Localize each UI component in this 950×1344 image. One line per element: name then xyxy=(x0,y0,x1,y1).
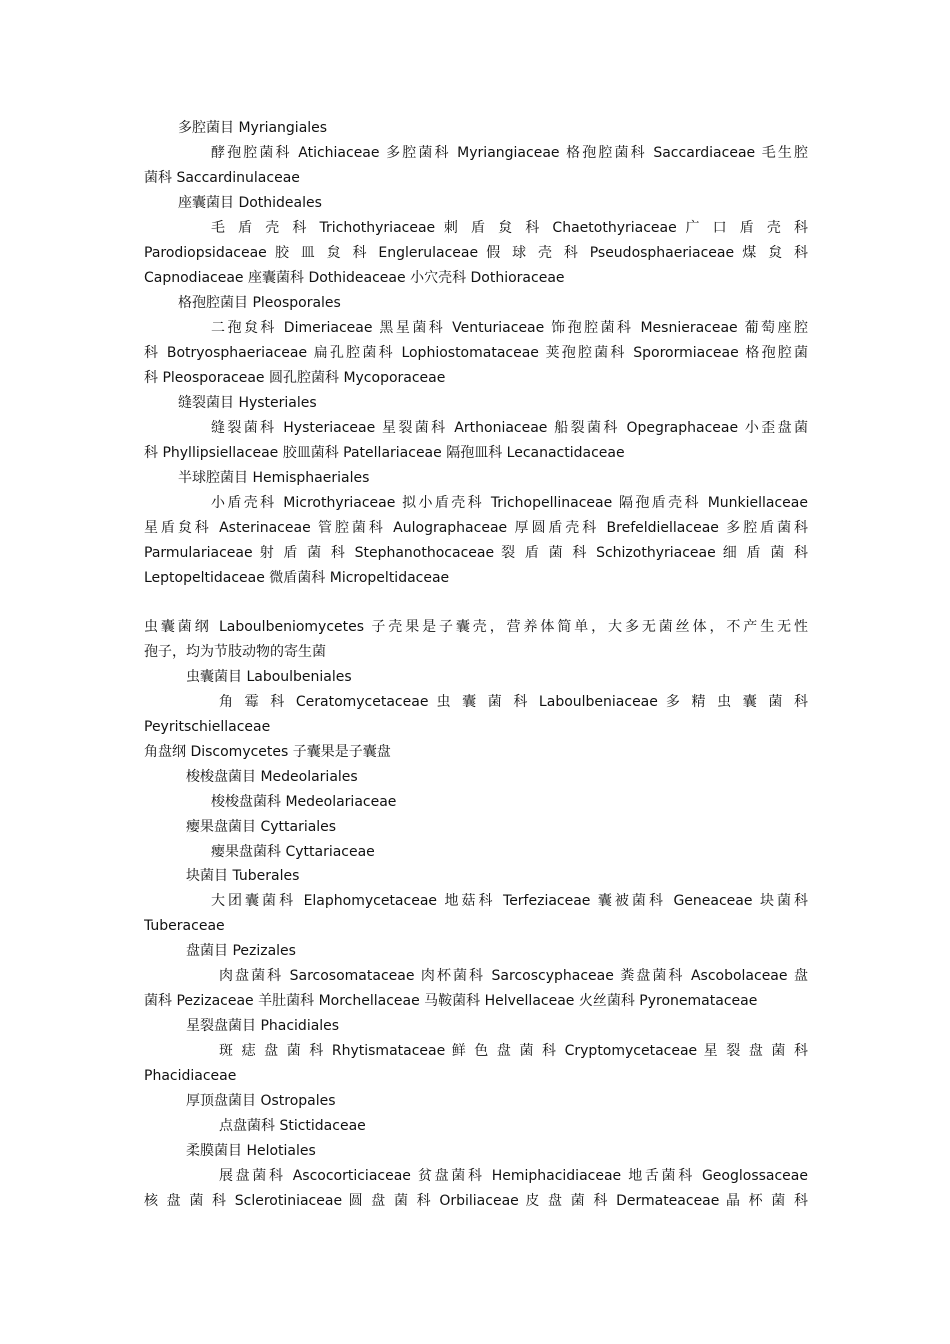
family-list-line: 毛 盾 壳 科 Trichothyriaceae 刺 盾 炱 科 Chaetothyriaceae 广 口 盾 壳 科 xyxy=(211,220,808,236)
order-heading: 星裂盘菌目 Phacidiales xyxy=(186,1018,340,1034)
family-list-line: 大团囊菌科 Elaphomycetaceae 地菇科 Terfeziaceae 囊被菌科 Geneaceae 块菌科 xyxy=(211,893,808,909)
family-list-line: 小盾壳科 Microthyriaceae 拟小盾壳科 Trichopellinaceae 隔孢盾壳科 Munkiellaceae xyxy=(211,495,808,511)
family-list-line: 角 霉 科 Ceratomycetaceae 虫 囊 菌 科 Laboulbeniaceae 多 精 虫 囊 菌 科 xyxy=(219,694,808,710)
family-list-line: 缝裂菌科 Hysteriaceae 星裂菌科 Arthoniaceae 船裂菌科 Opegraphaceae 小歪盘菌 xyxy=(211,420,808,436)
family-list-line: 星盾炱科 Asterinaceae 管腔菌科 Aulographaceae 厚圆盾壳科 Brefeldiellaceae 多腔盾菌科 xyxy=(144,520,808,536)
family-list-line: 展盘菌科 Ascocorticiaceae 贫盘菌科 Hemiphacidiaceae 地舌菌科 Geoglossaceae xyxy=(219,1168,808,1184)
family-list-line: 二孢炱科 Dimeriaceae 黑星菌科 Venturiaceae 饰孢腔菌科 Mesnieraceae 葡萄座腔 xyxy=(211,320,808,336)
family-list-line: 核 盘 菌 科 Sclerotiniaceae 圆 盘 菌 科 Orbiliaceae 皮 盘 菌 科 Dermateaceae 晶 杯 菌 科 xyxy=(144,1193,808,1209)
order-heading: 瘿果盘菌目 Cyttariales xyxy=(186,819,337,835)
order-heading: 块菌目 Tuberales xyxy=(186,868,300,884)
family-list-line: 点盘菌科 Stictidaceae xyxy=(219,1118,366,1134)
family-list-line: 梭梭盘菌科 Medeolariaceae xyxy=(211,794,397,810)
family-list-line: 科 Phyllipsiellaceae 胶皿菌科 Patellariaceae 隔孢皿科 Lecanactidaceae xyxy=(144,445,625,461)
order-heading: 虫囊菌目 Laboulbeniales xyxy=(186,669,352,685)
order-heading: 厚顶盘菌目 Ostropales xyxy=(186,1093,336,1109)
family-list-line: 肉盘菌科 Sarcosomataceae 肉杯菌科 Sarcoscyphaceae 粪盘菌科 Ascobolaceae 盘 xyxy=(219,968,808,984)
order-heading: 多腔菌目 Myriangiales xyxy=(178,120,328,136)
family-list-line: 科 Botryosphaeriaceae 扁孔腔菌科 Lophiostomataceae 荚孢腔菌科 Sporormiaceae 格孢腔菌 xyxy=(144,345,808,361)
family-list-line: Parodiopsidaceae 胶 皿 炱 科 Englerulaceae 假 球 壳 科 Pseudosphaeriaceae 煤 炱 科 xyxy=(144,245,808,261)
class-heading: 虫囊菌纲 Laboulbeniomycetes 子壳果是子囊壳，营养体简单，大多无菌丝体，不产生无性 xyxy=(144,619,808,635)
order-heading: 盘菌目 Pezizales xyxy=(186,943,296,959)
family-list-line: 瘿果盘菌科 Cyttariaceae xyxy=(211,844,375,860)
family-list-line: Leptopeltidaceae 微盾菌科 Micropeltidaceae xyxy=(144,570,450,586)
family-list-line: 菌科 Saccardinulaceae xyxy=(144,170,300,186)
class-heading: 角盘纲 Discomycetes 子囊果是子囊盘 xyxy=(144,744,391,760)
family-list-line: 科 Pleosporaceae 圆孔腔菌科 Mycoporaceae xyxy=(144,370,446,386)
order-heading: 柔膜菌目 Helotiales xyxy=(186,1143,316,1159)
family-list-line: Peyritschiellaceae xyxy=(144,719,271,735)
order-heading: 半球腔菌目 Hemisphaeriales xyxy=(178,470,370,486)
family-list-line: Capnodiaceae 座囊菌科 Dothideaceae 小穴壳科 Dothioraceae xyxy=(144,270,565,286)
order-heading: 格孢腔菌目 Pleosporales xyxy=(178,295,341,311)
family-list-line: Parmulariaceae 射 盾 菌 科 Stephanothocaceae 裂 盾 菌 科 Schizothyriaceae 细 盾 菌 科 xyxy=(144,545,808,561)
family-list-line: 酵孢腔菌科 Atichiaceae 多腔菌科 Myriangiaceae 格孢腔菌科 Saccardiaceae 毛生腔 xyxy=(211,145,808,161)
family-list-line: 斑 痣 盘 菌 科 Rhytismataceae 鲜 色 盘 菌 科 Cryptomycetaceae 星 裂 盘 菌 科 xyxy=(219,1043,808,1059)
order-heading: 缝裂菌目 Hysteriales xyxy=(178,395,317,411)
family-list-line: Tuberaceae xyxy=(144,918,225,934)
order-heading: 梭梭盘菌目 Medeolariales xyxy=(186,769,358,785)
family-list-line: 菌科 Pezizaceae 羊肚菌科 Morchellaceae 马鞍菌科 Helvellaceae 火丝菌科 Pyronemataceae xyxy=(144,993,758,1009)
order-heading: 座囊菌目 Dothideales xyxy=(178,195,322,211)
family-list-line: Phacidiaceae xyxy=(144,1068,237,1084)
class-description-line: 孢子，均为节肢动物的寄生菌 xyxy=(144,644,326,660)
